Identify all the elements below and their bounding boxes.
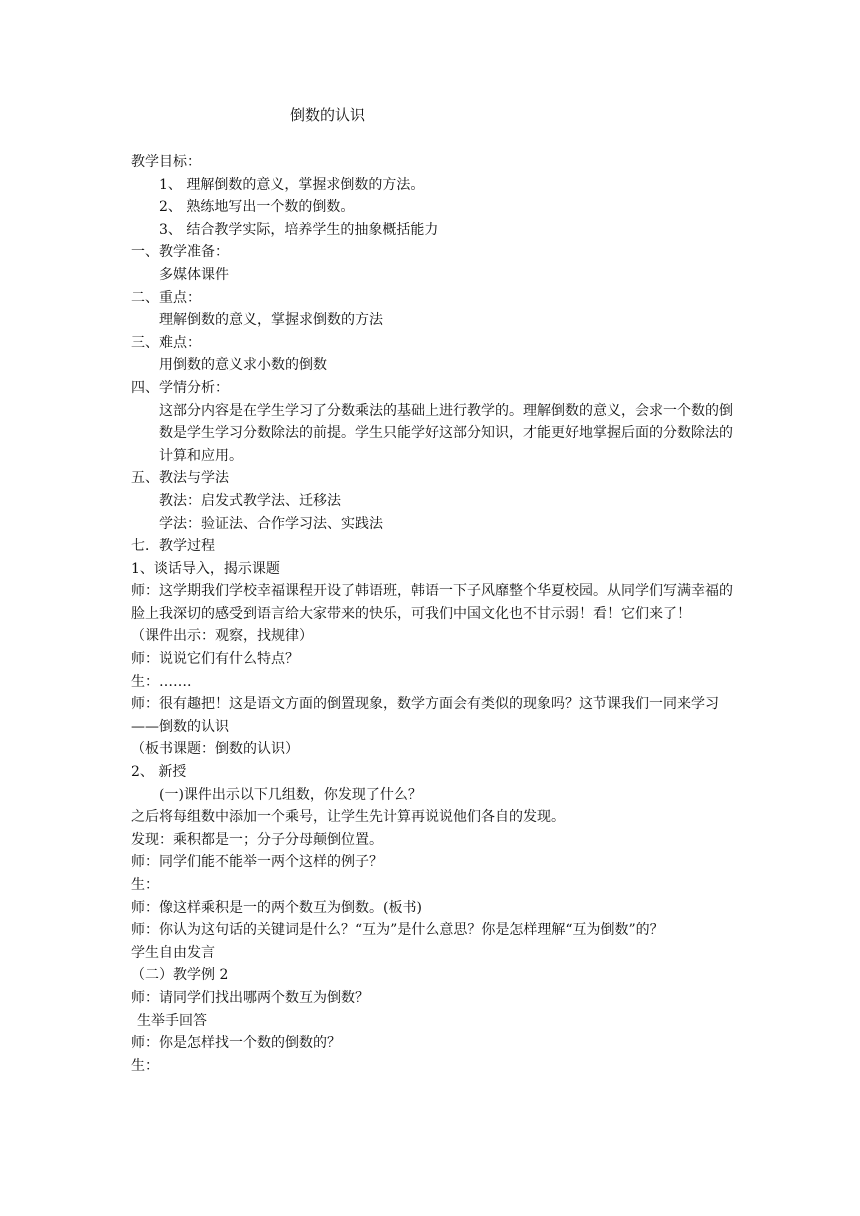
board-note: （板书课题：倒数的认识） [131,741,299,758]
document-title: 倒数的认识 [290,106,366,124]
teacher-line: 师：很有趣把！这是语文方面的倒置现象，数学方面会有类似的现象吗？这节课我们一同来学习——倒数的认识 [131,696,719,735]
teacher-line: 师：你是怎样找一个数的倒数的？ [131,1035,341,1052]
courseware-note: （课件出示：观察，找规律） [131,628,313,645]
process-heading: 七．教学过程 [131,538,215,555]
part1-heading: (一)课件出示以下几组数，你发现了什么？ [159,786,422,803]
free-speech: 学生自由发言 [131,944,215,961]
teacher-line: 师：同学们能不能举一两个这样的例子？ [131,854,383,871]
key-text: 理解倒数的意义，掌握求倒数的方法 [159,312,383,329]
document-body [131,151,735,1077]
objectives-heading: 教学目标： [131,154,201,170]
objective-item: 2、 熟练地写出一个数的倒数。 [159,199,355,216]
student-line: 生：……. [131,673,192,690]
objective-item: 3、 结合教学实际，培养学生的抽象概括能力 [159,221,439,238]
student-line: 生： [131,877,159,893]
step1-heading: 1、谈话导入，揭示课题 [131,560,280,577]
raise-hand-line: 生举手回答 [137,1012,207,1029]
teach-method: 教法：启发式教学法、迁移法 [159,492,341,509]
prep-heading: 一、教学准备： [131,244,229,261]
analysis-text: 这部分内容是在学生学习了分数乘法的基础上进行教学的。理解倒数的意义，会求一个数的倒数是学生学习分数除法的前提。学生只能学好这部分知识，才能更好地掌握后面的分数除法的计算和应用。 [159,402,733,464]
part2-heading: （二）教学例 2 [131,967,229,984]
teacher-line: 师：你认为这句话的关键词是什么？“互为”是什么意思？你是怎样理解“互为倒数”的？ [131,922,664,939]
student-line: 生： [131,1057,159,1074]
methods-heading: 五、教法与学法 [131,470,229,487]
discovery-line: 发现：乘积都是一；分子分母颠倒位置。 [131,831,383,848]
teacher-line: 师：这学期我们学校幸福课程开设了韩语班，韩语一下子风靡整个华夏校园。从同学们写满幸福的脸上我深切的感受到语言给大家带来的快乐，可我们中国文化也不甘示弱！看！它们来了！ [131,583,733,622]
key-heading: 二、重点： [131,289,201,306]
objective-item: 1、 理解倒数的意义，掌握求倒数的方法。 [159,176,425,193]
teacher-line: 师：像这样乘积是一的两个数互为倒数。(板书) [131,899,422,916]
difficulty-heading: 三、难点： [131,334,201,351]
analysis-heading: 四、学情分析： [131,379,229,396]
teacher-line: 师：说说它们有什么特点？ [131,651,299,668]
teacher-line: 师：请同学们找出哪两个数互为倒数？ [131,989,369,1006]
step2-heading: 2、 新授 [131,764,187,781]
learn-method: 学法：验证法、合作学习法、实践法 [159,515,383,532]
difficulty-text: 用倒数的意义求小数的倒数 [159,357,327,374]
prep-text: 多媒体课件 [159,266,229,283]
part1-after: 之后将每组数中添加一个乘号，让学生先计算再说说他们各自的发现。 [131,809,565,826]
